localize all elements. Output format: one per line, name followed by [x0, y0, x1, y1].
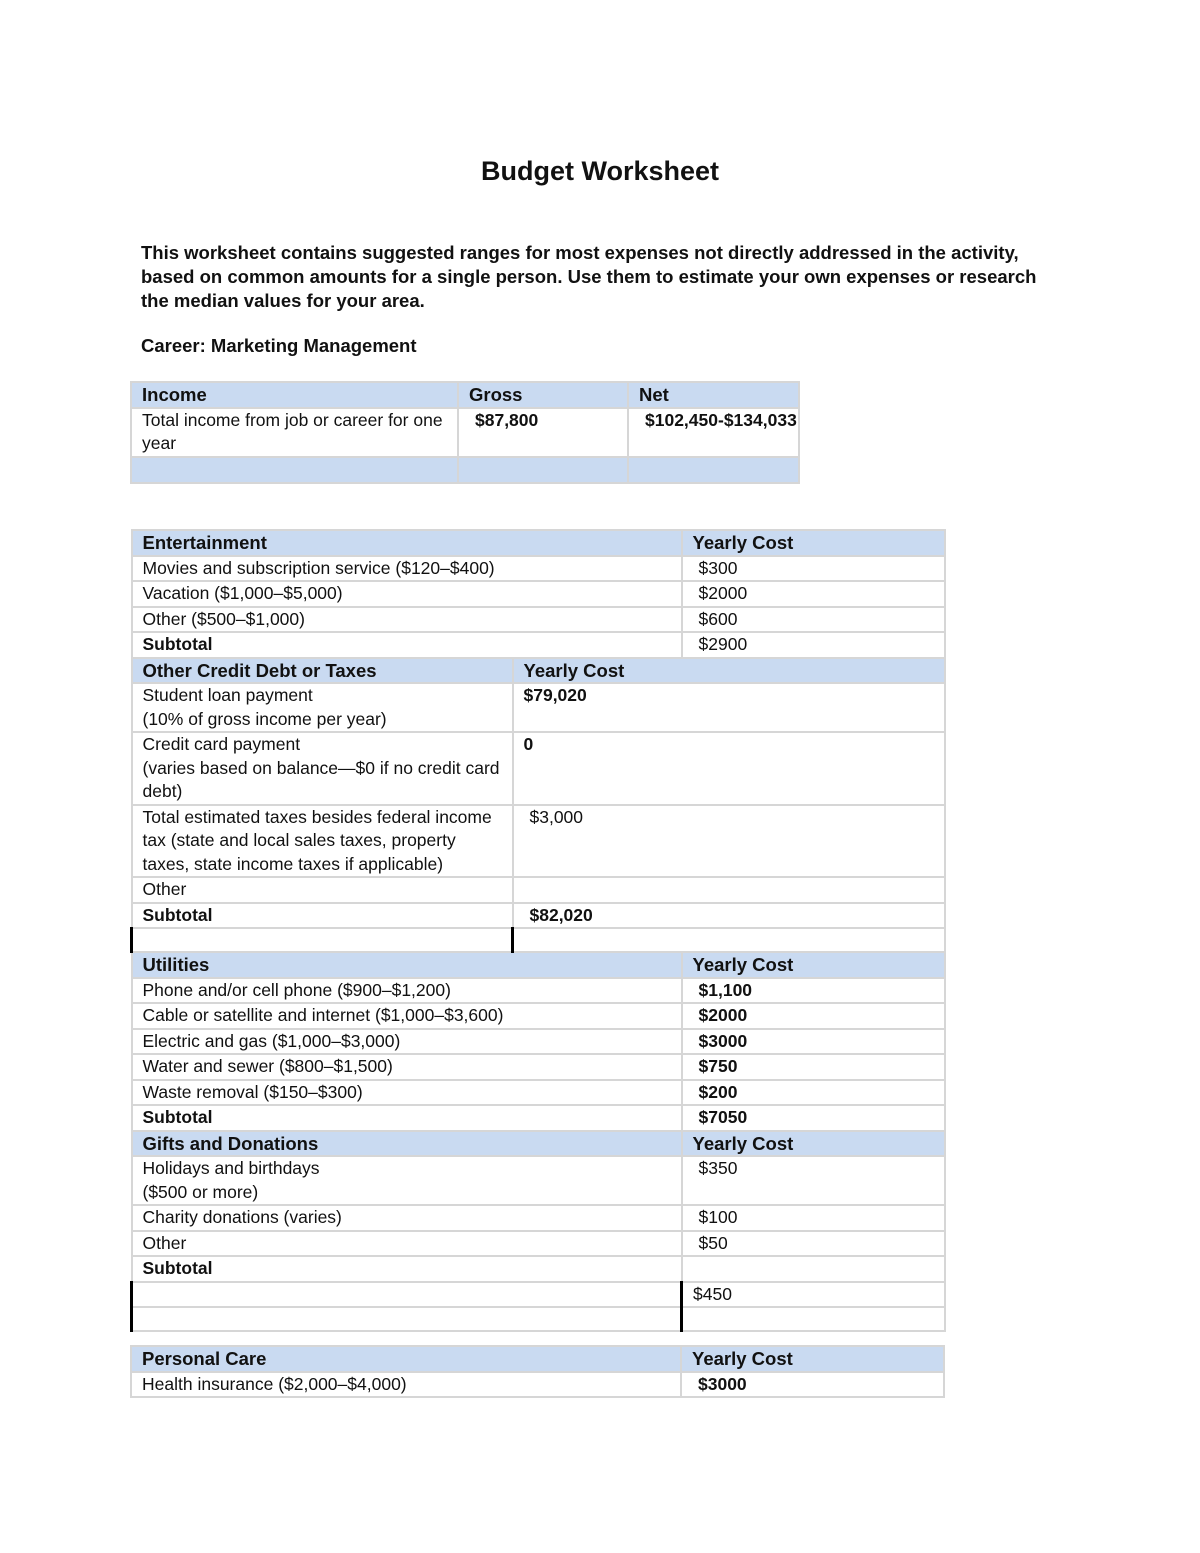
table-row: [132, 732, 945, 805]
personal-care-table: [130, 1345, 945, 1398]
credit-value: 0: [513, 732, 945, 805]
utilities-value: $3000: [682, 1029, 945, 1055]
utilities-label: Electric and gas ($1,000–$3,000): [132, 1029, 682, 1055]
utilities-subtotal: $7050: [682, 1105, 945, 1131]
table-row: [132, 607, 945, 633]
utilities-label: Phone and/or cell phone ($900–$1,200): [132, 978, 682, 1004]
gifts-label: Other: [132, 1231, 682, 1257]
personal-cost-header: Yearly Cost: [681, 1346, 944, 1372]
credit-label: Total estimated taxes besides federal income tax (state and local sales taxes, property taxes, state income taxes if applicable): [132, 805, 513, 878]
table-row: [132, 805, 945, 878]
personal-label: Health insurance ($2,000–$4,000): [131, 1372, 681, 1398]
subtotal-label: Subtotal: [132, 1105, 682, 1131]
credit-cost-header: Yearly Cost: [513, 658, 945, 684]
entertainment-label: Vacation ($1,000–$5,000): [132, 581, 682, 607]
table-row: [132, 1282, 945, 1308]
page-title: Budget Worksheet: [480, 156, 720, 186]
table-row: [131, 1372, 944, 1398]
table-row: [132, 1205, 945, 1231]
personal-header: Personal Care: [131, 1346, 681, 1372]
table-row: [132, 1054, 945, 1080]
personal-header-row: [131, 1346, 944, 1372]
utilities-label: Waste removal ($150–$300): [132, 1080, 682, 1106]
utilities-label: Cable or satellite and internet ($1,000–$3,600): [132, 1003, 682, 1029]
table-row: [132, 1003, 945, 1029]
entertainment-subtotal-row: [132, 632, 945, 658]
gifts-subtotal: $450: [682, 1282, 945, 1308]
gifts-label: Holidays and birthdays ($500 or more): [132, 1156, 682, 1205]
utilities-value: $200: [682, 1080, 945, 1106]
utilities-header-row: [132, 952, 945, 978]
blank-row: [132, 1307, 945, 1331]
entertainment-cost-header: Yearly Cost: [682, 530, 945, 556]
utilities-cost-header: Yearly Cost: [682, 952, 945, 978]
entertainment-value: $2000: [682, 581, 945, 607]
credit-value: [513, 877, 945, 903]
utilities-value: $750: [682, 1054, 945, 1080]
credit-label: Other: [132, 877, 513, 903]
utilities-label: Water and sewer ($800–$1,500): [132, 1054, 682, 1080]
gross-value: $87,800: [458, 408, 628, 457]
subtotal-label: Subtotal: [132, 903, 513, 929]
utilities-value: $1,100: [682, 978, 945, 1004]
income-row-label: Total income from job or career for one year: [131, 408, 458, 457]
income-row: [131, 408, 799, 457]
gifts-header: Gifts and Donations: [132, 1131, 682, 1157]
credit-subtotal: $82,020: [513, 903, 945, 929]
table-row: [132, 877, 945, 903]
utilities-header: Utilities: [132, 952, 682, 978]
entertainment-header: Entertainment: [132, 530, 682, 556]
income-header-row: [131, 382, 799, 408]
gifts-value: $350: [682, 1156, 945, 1205]
net-value: $102,450-$134,033: [628, 408, 799, 457]
credit-header: Other Credit Debt or Taxes: [132, 658, 513, 684]
table-row: [132, 556, 945, 582]
personal-value: $3000: [681, 1372, 944, 1398]
gifts-value: $50: [682, 1231, 945, 1257]
blank-row: [132, 1331, 945, 1332]
table-row: [132, 1156, 945, 1205]
table-row: [132, 581, 945, 607]
subtotal-label: Subtotal: [132, 1256, 682, 1282]
utilities-value: $2000: [682, 1003, 945, 1029]
gross-header: Gross: [458, 382, 628, 408]
gifts-subtotal-row: [132, 1256, 945, 1282]
table-row: [132, 978, 945, 1004]
income-blank-row: [131, 457, 799, 483]
blank-row: [132, 928, 945, 952]
table-row: [132, 1231, 945, 1257]
entertainment-label: Movies and subscription service ($120–$400): [132, 556, 682, 582]
entertainment-header-row: [132, 530, 945, 556]
gifts-header-row: [132, 1131, 945, 1157]
gifts-value: $100: [682, 1205, 945, 1231]
net-header: Net: [628, 382, 799, 408]
table-row: [132, 683, 945, 732]
income-header: Income: [131, 382, 458, 408]
subtotal-label: Subtotal: [132, 632, 682, 658]
credit-label: Student loan payment (10% of gross income per year): [132, 683, 513, 732]
entertainment-subtotal: $2900: [682, 632, 945, 658]
budget-table: [130, 529, 946, 1332]
career-label: Career: Marketing Management: [141, 335, 417, 356]
table-row: [132, 1029, 945, 1055]
entertainment-value: $300: [682, 556, 945, 582]
intro-paragraph: This worksheet contains suggested ranges for most expenses not directly addressed in the activity, based on common amounts for a single person. Use them to estimate your own expenses or research the median values for your area.: [141, 242, 1037, 311]
credit-header-row: [132, 658, 945, 684]
entertainment-value: $600: [682, 607, 945, 633]
credit-subtotal-row: [132, 903, 945, 929]
entertainment-label: Other ($500–$1,000): [132, 607, 682, 633]
table-row: [132, 1080, 945, 1106]
gifts-cost-header: Yearly Cost: [682, 1131, 945, 1157]
credit-value: $79,020: [513, 683, 945, 732]
gifts-label: Charity donations (varies): [132, 1205, 682, 1231]
income-table: [130, 381, 800, 484]
credit-label: Credit card payment (varies based on balance—$0 if no credit card debt): [132, 732, 513, 805]
utilities-subtotal-row: [132, 1105, 945, 1131]
credit-value: $3,000: [513, 805, 945, 878]
